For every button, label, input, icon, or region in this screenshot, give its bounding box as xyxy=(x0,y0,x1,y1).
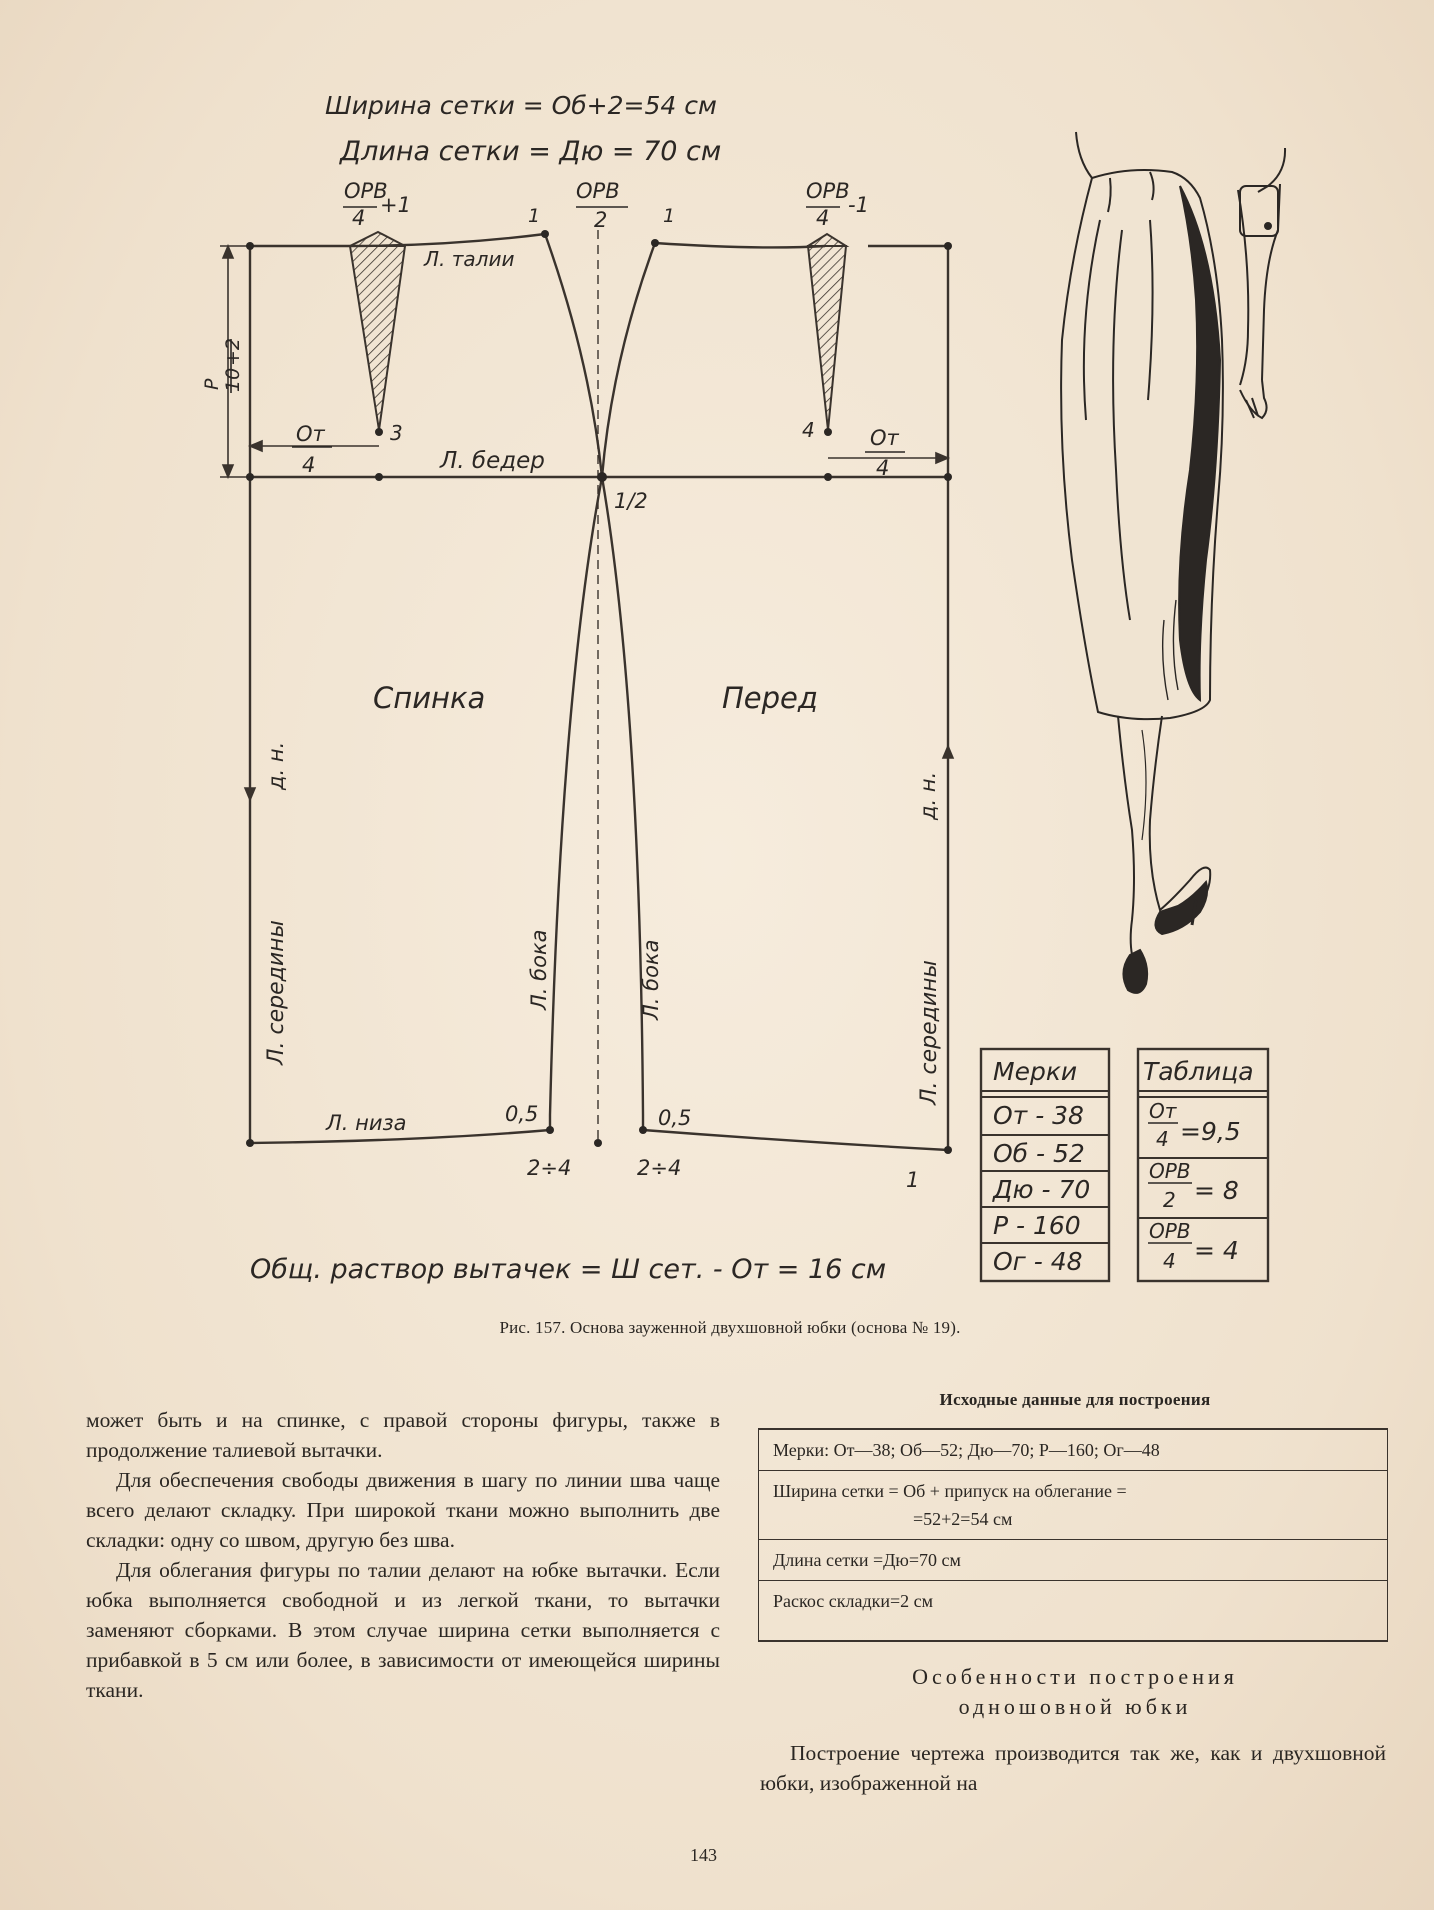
ot-left-den: 4 xyxy=(302,453,316,477)
left-text-column xyxy=(86,1405,720,1705)
front-dart xyxy=(808,234,846,430)
figure-caption: Рис. 157. Основа зауженной двухшовной юбки (основа № 19). xyxy=(499,1318,961,1337)
grid-width-line-1: Ширина сетки = Об + припуск на облегание = xyxy=(773,1481,1127,1501)
back-dart-num: ОРВ xyxy=(344,179,388,203)
paragraph: может быть и на спинке, с правой стороны фигуры, также в продолжение талиевой вытачки. xyxy=(86,1408,720,1462)
side-right-label: Л. бока xyxy=(639,939,663,1020)
calc-den: 4 xyxy=(1156,1127,1169,1151)
hip-line-label: Л. бедер xyxy=(440,448,545,474)
paragraph: Построение чертежа производится так же, как и двухшовной юбки, изображенной на xyxy=(760,1741,1386,1795)
paragraph: Для облегания фигуры по талии делают на юбке вытачки. Если юбка выполняется свободной и из легкой ткани, то вытачки заменяют сборками. В этом случае ширина сетки выполняется с прибавкой в 5 см или более, в зависимости от имеющейся ширины ткани. xyxy=(86,1558,720,1702)
front-dart-suffix: -1 xyxy=(848,193,869,217)
side-left-label: Л. бока xyxy=(527,929,551,1010)
grain-left-label: д. н. xyxy=(264,741,288,790)
back-dart xyxy=(350,232,405,430)
side-seam-front-upper xyxy=(602,243,655,477)
measure-row: Об - 52 xyxy=(993,1139,1085,1168)
calc-num: ОРВ xyxy=(1149,1219,1191,1243)
skirt-figure-illustration xyxy=(1061,132,1285,993)
back-label: Спинка xyxy=(373,681,486,715)
waist-front xyxy=(655,243,825,247)
hem-line-label: Л. низа xyxy=(326,1111,407,1135)
source-data-box xyxy=(758,1428,1388,1642)
grid-length-label: Длина сетки = Дю = 70 см xyxy=(340,136,722,167)
front-label: Перед xyxy=(722,681,818,715)
measure-row: Дю - 70 xyxy=(993,1175,1091,1204)
dart-total-label: Общ. раствор вытачек = Ш сет. - От = 16 см xyxy=(250,1254,887,1285)
waist-line-label: Л. талии xyxy=(424,247,515,271)
front-dart-num: ОРВ xyxy=(806,179,850,203)
grid-length-row: Длина сетки =Дю=70 см xyxy=(759,1540,1387,1581)
section-heading-line-1: Особенности построения xyxy=(912,1664,1238,1689)
right-text-column xyxy=(760,1738,1386,1798)
calc-value: = 8 xyxy=(1194,1176,1239,1205)
calc-num: От xyxy=(1149,1099,1177,1123)
calc-den: 2 xyxy=(1163,1188,1176,1212)
calc-den: 4 xyxy=(1163,1249,1176,1273)
page-number: 143 xyxy=(690,1845,717,1865)
side-seam-back-upper xyxy=(545,234,602,477)
back-dart-den: 4 xyxy=(352,206,366,230)
section-heading xyxy=(760,1662,1390,1722)
measures-table xyxy=(981,1049,1109,1281)
measure-row: От - 38 xyxy=(993,1101,1084,1130)
hem-1: 1 xyxy=(906,1168,920,1192)
hem-24-right: 2÷4 xyxy=(637,1156,682,1180)
grain-right-label: д. н. xyxy=(916,771,940,820)
fold-row: Раскос складки=2 см xyxy=(773,1591,934,1611)
ot-right-den: 4 xyxy=(876,456,890,480)
calc-title: Таблица xyxy=(1143,1057,1254,1086)
measures-row: Мерки: От—38; Об—52; Дю—70; Р—160; Ог—48 xyxy=(759,1430,1387,1471)
side-dart-num: ОРВ xyxy=(576,179,620,203)
grid-width-row xyxy=(759,1471,1387,1540)
grid-width-label: Ширина сетки = Об+2=54 см xyxy=(325,91,717,120)
center-right-label: Л. середины xyxy=(917,960,942,1105)
side-seam-front-lower xyxy=(602,477,643,1115)
measure-row: Р - 160 xyxy=(993,1211,1081,1240)
back-dart-suffix: +1 xyxy=(380,193,411,217)
measure-row: Ог - 48 xyxy=(993,1247,1083,1276)
point-1-front: 1 xyxy=(663,205,676,227)
hip-depth-num: Р xyxy=(201,378,223,390)
point-1-back: 1 xyxy=(528,205,541,227)
calc-value: = 4 xyxy=(1194,1236,1239,1265)
source-data-title: Исходные данные для построения xyxy=(939,1390,1211,1409)
hip-depth-suffix: +2 xyxy=(222,337,244,366)
hem-05-left: 0,5 xyxy=(505,1102,539,1126)
front-dart-den: 4 xyxy=(816,206,830,230)
side-seam-back-lower xyxy=(550,477,602,1115)
center-left-label: Л. середины xyxy=(264,920,289,1065)
hem-05-right: 0,5 xyxy=(658,1106,692,1130)
paragraph: Для обеспечения свободы движения в шагу по линии шва чаще всего делают складку. При широкой ткани можно выполнить две складки: одну со швом, другую без шва. xyxy=(86,1468,720,1552)
hip-depth-den: 10 xyxy=(222,367,244,392)
measures-title: Мерки xyxy=(993,1057,1078,1086)
point-4: 4 xyxy=(802,418,815,442)
grid-width-line-2: =52+2=54 см xyxy=(913,1509,1013,1529)
side-dart-den: 2 xyxy=(594,208,608,232)
calc-value: =9,5 xyxy=(1180,1117,1241,1146)
section-heading-line-2: одношовной юбки xyxy=(958,1694,1192,1719)
calc-num: ОРВ xyxy=(1149,1159,1191,1183)
hem-24-left: 2÷4 xyxy=(527,1156,572,1180)
calc-table xyxy=(1138,1049,1268,1281)
point-half: 1/2 xyxy=(614,489,648,513)
ot-right-num: От xyxy=(870,426,899,450)
point-3: 3 xyxy=(390,421,403,445)
ot-left-num: От xyxy=(296,422,325,446)
